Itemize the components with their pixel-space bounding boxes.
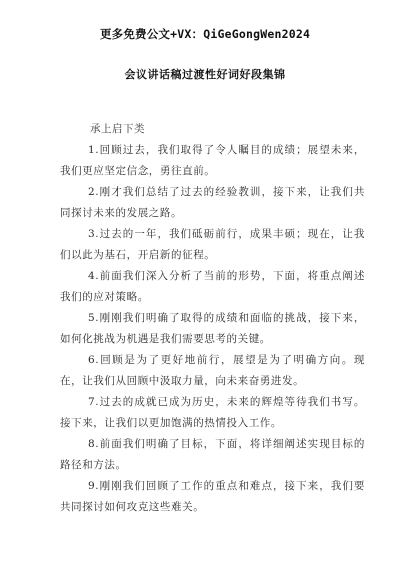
paragraph-1: 1.回顾过去，我们取得了令人瞩目的成绩；展望未来，我们更应坚定信念，勇往直前。 (60, 144, 365, 177)
header-banner: 更多免费公文+VX：QiGeGongWen2024 (99, 27, 311, 41)
paragraph-7: 7.过去的成就已成为历史，未来的辉煌等待我们书写。接下来，让我们以更加饱满的热情投入工作。 (60, 396, 365, 429)
paragraph-6: 6.回顾是为了更好地前行，展望是为了明确方向。现在，让我们从回顾中汲取力量，向未来奋勇进发。 (60, 354, 365, 387)
document-body (60, 140, 365, 518)
paragraph-9: 9.刚刚我们回顾了工作的重点和难点，接下来，我们要共同探讨如何攻克这些难关。 (60, 480, 365, 513)
paragraph-2: 2.刚才我们总结了过去的经验教训，接下来，让我们共同探讨未来的发展之路。 (60, 186, 365, 219)
document-title: 会议讲话稿过渡性好词好段集锦 (124, 68, 286, 81)
paragraph-5: 5.刚刚我们明确了取得的成绩和面临的挑战，接下来，如何化挑战为机遇是我们需要思考的关键。 (60, 312, 365, 345)
paragraph-8: 8.前面我们明确了目标，下面，将详细阐述实现目标的路径和方法。 (60, 438, 365, 471)
section-heading: 承上启下类 (90, 123, 145, 135)
paragraph-4: 4.前面我们深入分析了当前的形势，下面，将重点阐述我们的应对策略。 (60, 270, 365, 303)
paragraph-3: 3.过去的一年，我们砥砺前行，成果丰硕；现在，让我们以此为基石，开启新的征程。 (60, 228, 365, 261)
